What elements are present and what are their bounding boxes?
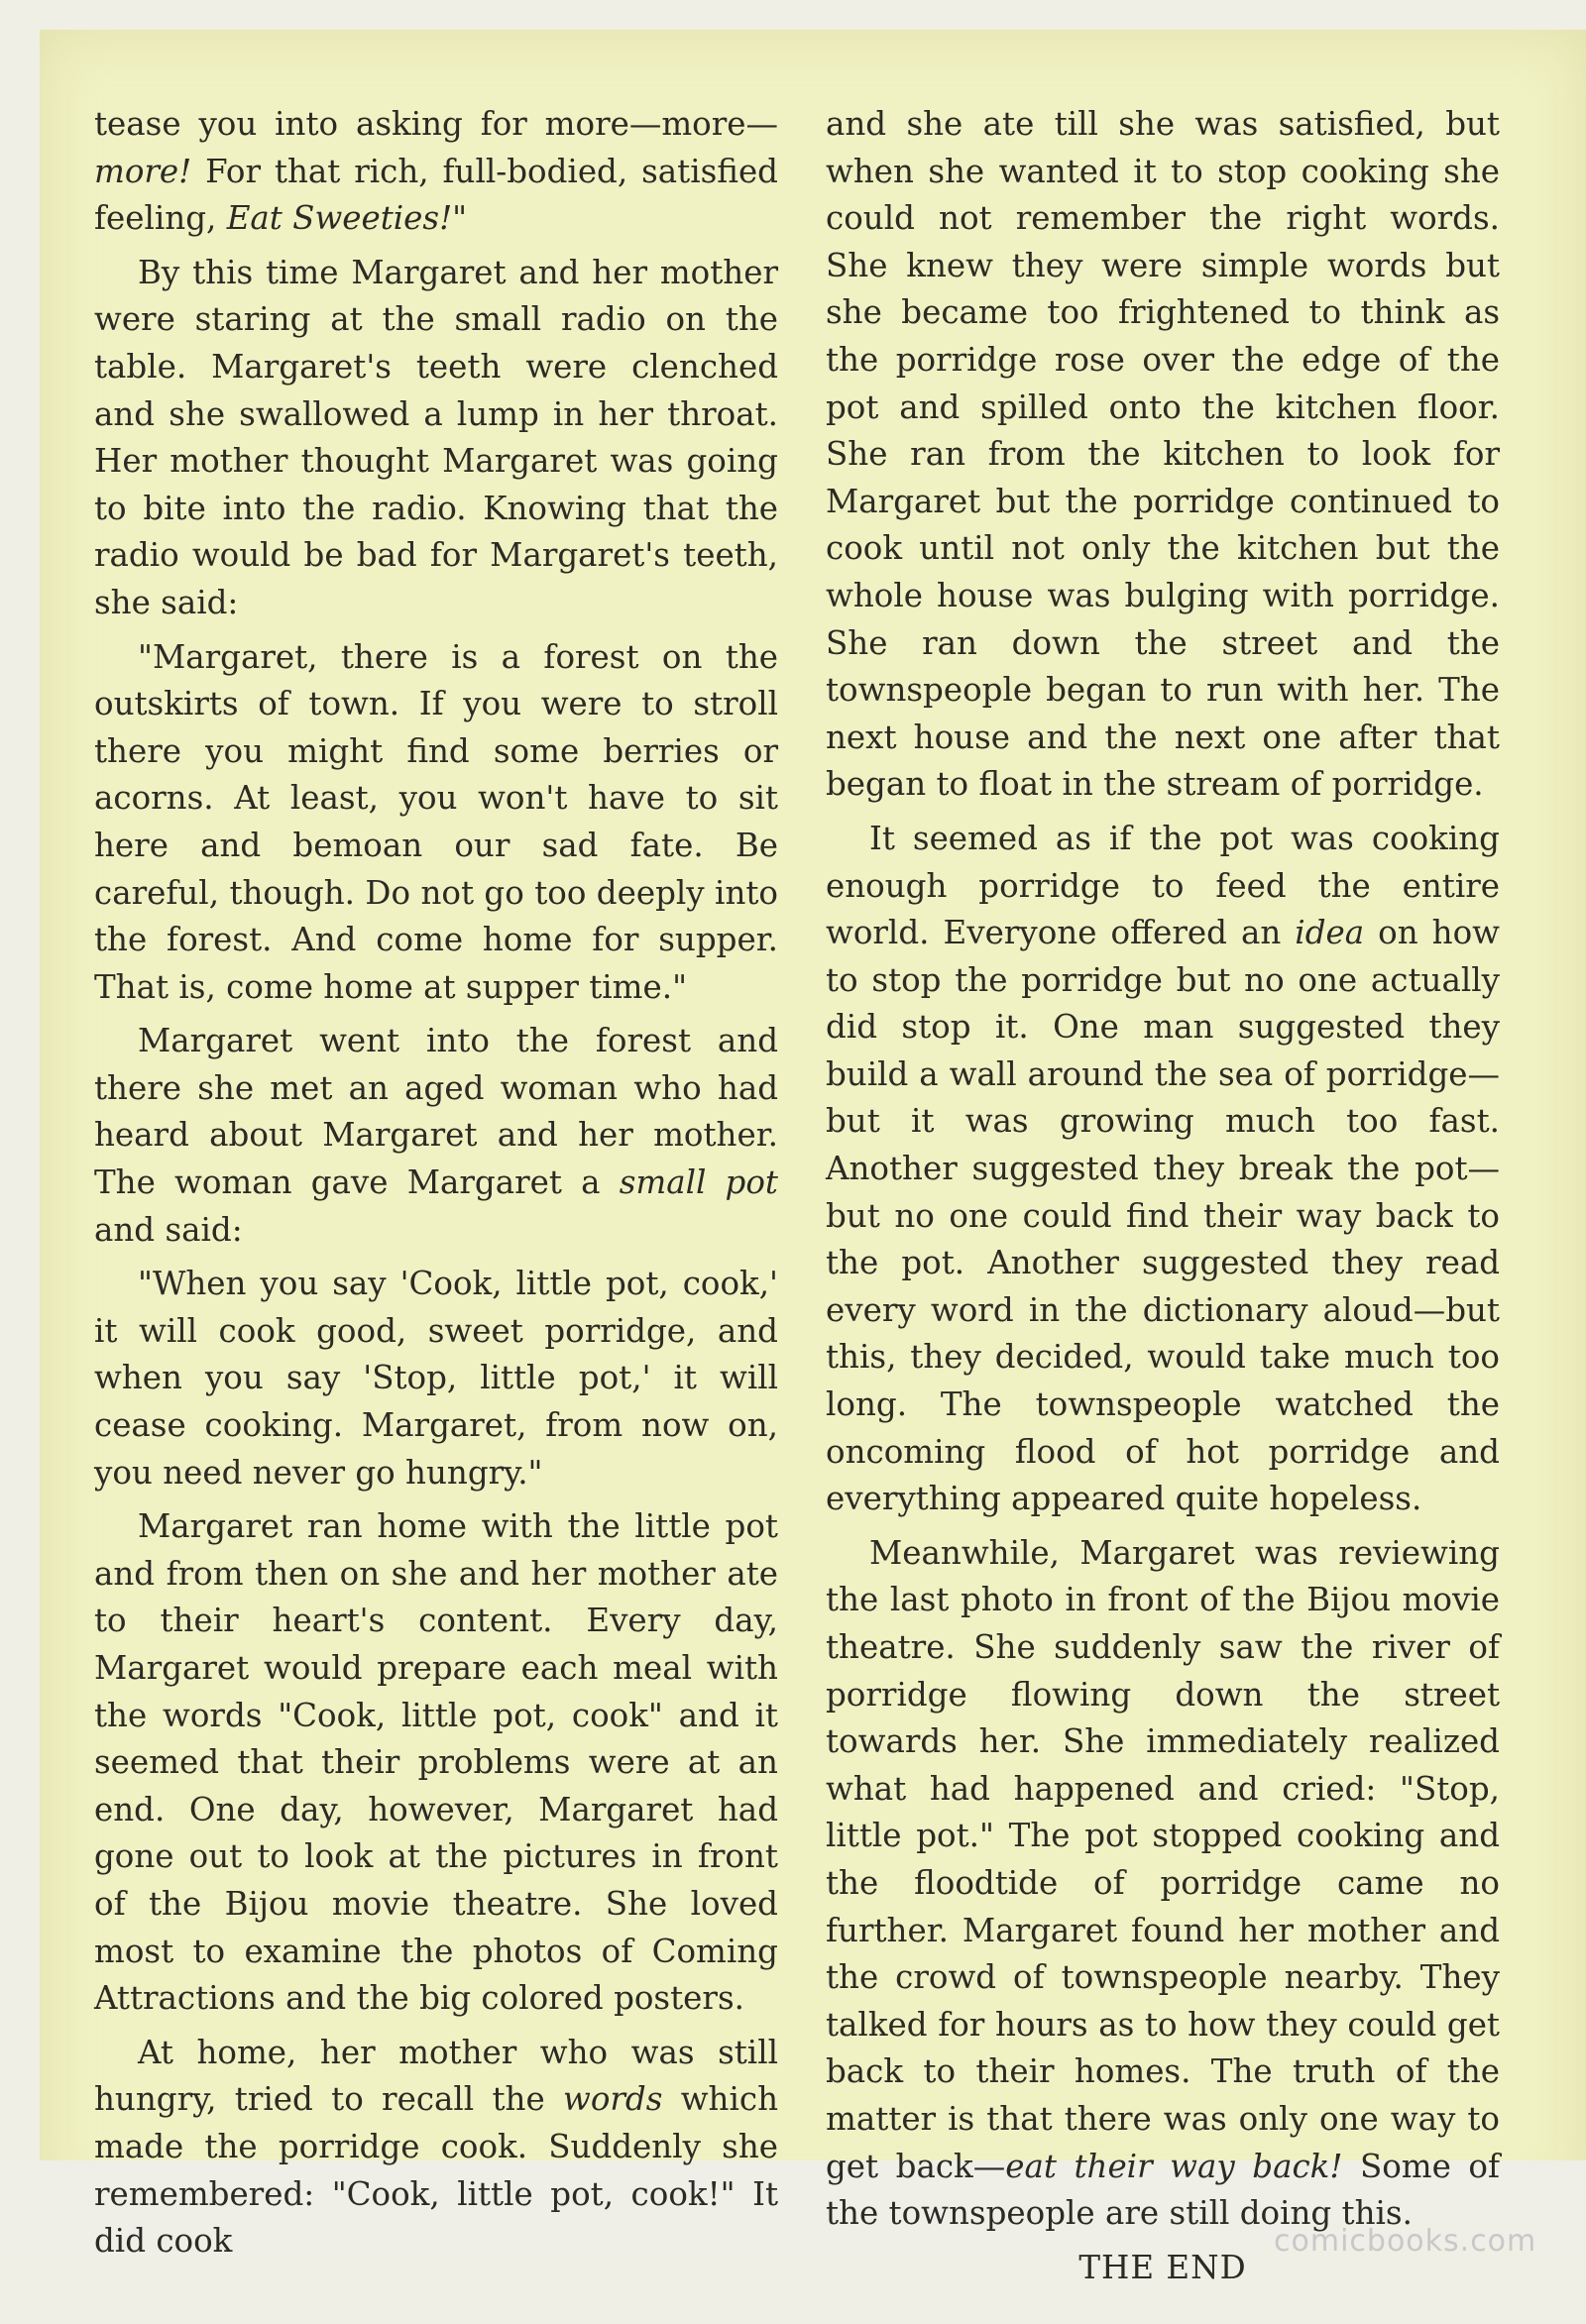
story-paragraph <box>94 1261 778 1496</box>
story-paragraph <box>94 101 778 243</box>
italic-text: idea <box>1295 914 1365 952</box>
text-run: Some of the townspeople are still doing this. <box>826 2147 1501 2233</box>
italic-text: words <box>563 2080 663 2119</box>
text-run: and said: <box>94 1210 243 1249</box>
text-run: For that rich, full-bodied, satisfied feeling, <box>94 152 778 238</box>
text-run: " <box>452 199 468 238</box>
story-paragraph <box>826 101 1500 809</box>
left-text-column <box>94 101 778 2272</box>
story-paragraph <box>94 2030 778 2266</box>
site-watermark: comicbooks.com <box>1274 2224 1537 2259</box>
italic-text: small pot <box>619 1163 778 1202</box>
text-run: tease you into asking for more—more— <box>94 105 778 143</box>
text-run: Meanwhile, Margaret was reviewing the last photo in front of the Bijou movie theatre. She suddenly saw the river of porridge flowing down the street towards her. She immediately realized what had happened and cried: "Stop, little pot." The pot stopped cooking and the floodtide of porridge came no further. Margaret found her mother and the crowd of townspeople nearby. They talked for hours as to how they could get back to their homes. The truth of the matter is that there was only one way to get back— <box>826 1533 1500 2185</box>
italic-text: more! <box>94 152 192 190</box>
right-column-paragraphs <box>826 101 1500 2238</box>
text-run: At home, her mother who was still hungry, tried to recall the <box>94 2033 778 2119</box>
italic-text: Eat Sweeties! <box>226 199 453 238</box>
text-run: which made the porridge cook. Suddenly she remembered: "Cook, little pot, cook!" It did cook <box>94 2080 778 2261</box>
italic-text: eat their way back! <box>1005 2147 1343 2185</box>
story-paragraph <box>94 1018 778 1254</box>
text-run: Margaret went into the forest and there she met an aged woman who had heard about Margaret and her mother. The woman gave Margaret a <box>94 1022 778 1202</box>
right-text-column <box>826 101 1500 2324</box>
story-paragraph <box>94 1503 778 2023</box>
story-paragraph <box>94 250 778 627</box>
text-run: on how to stop the porridge but no one actually did stop it. One man suggested they build a wall around the sea of porridge—but it was growing much too fast. Another suggested they break the pot—but no one could find their way back to the pot. Another suggested they read every word in the dictionary aloud—but this, they decided, would take much too long. The townspeople watched the oncoming flood of hot porridge and everything appeared quite hopeless. <box>826 914 1500 1518</box>
text-run: By this time Margaret and her mother were staring at the small radio on the table. Margaret's teeth were clenched and she swallowed a lump in her throat. Her mother thought Margaret was going to bite into the radio. Knowing that the radio would be bad for Margaret's teeth, she said: <box>94 253 778 621</box>
story-paragraph <box>826 816 1500 1523</box>
text-run: "Margaret, there is a forest on the outskirts of town. If you were to stroll there you might find some berries or acorns. At least, you won't have to sit here and bemoan our sad fate. Be careful, though. Do not go too deeply into the forest. And come home for supper. That is, come home at supper time." <box>94 637 778 1006</box>
text-run: "When you say 'Cook, little pot, cook,' it will cook good, sweet porridge, and when you say 'Stop, little pot,' it will cease cooking. Margaret, from now on, you need never go hungry." <box>94 1265 778 1492</box>
the-end-label: THE END <box>1078 2248 1247 2286</box>
text-run: and she ate till she was satisfied, but when she wanted it to stop cooking she could not remember the right words. She knew they were simple words but she became too frightened to think as the porridge rose over the edge of the pot and spilled onto the kitchen floor. She ran from the kitchen to look for Margaret but the porridge continued to cook until not only the kitchen but the whole house was bulging with porridge. She ran down the street and the townspeople began to run with her. The next house and the next one after that began to float in the stream of porridge. <box>826 105 1500 804</box>
text-run: Margaret ran home with the little pot and from then on she and her mother ate to their heart's content. Every day, Margaret would prepare each meal with the words "Cook, little pot, cook" and it seemed that their problems were at an end. One day, however, Margaret had gone out to look at the pictures in front of the Bijou movie theatre. She loved most to examine the photos of Coming Attractions and the big colored posters. <box>94 1507 778 2018</box>
story-paragraph <box>94 634 778 1012</box>
text-run: It seemed as if the pot was cooking enough porridge to feed the entire world. Everyone offered an <box>826 819 1500 952</box>
story-paragraph <box>826 1530 1500 2238</box>
